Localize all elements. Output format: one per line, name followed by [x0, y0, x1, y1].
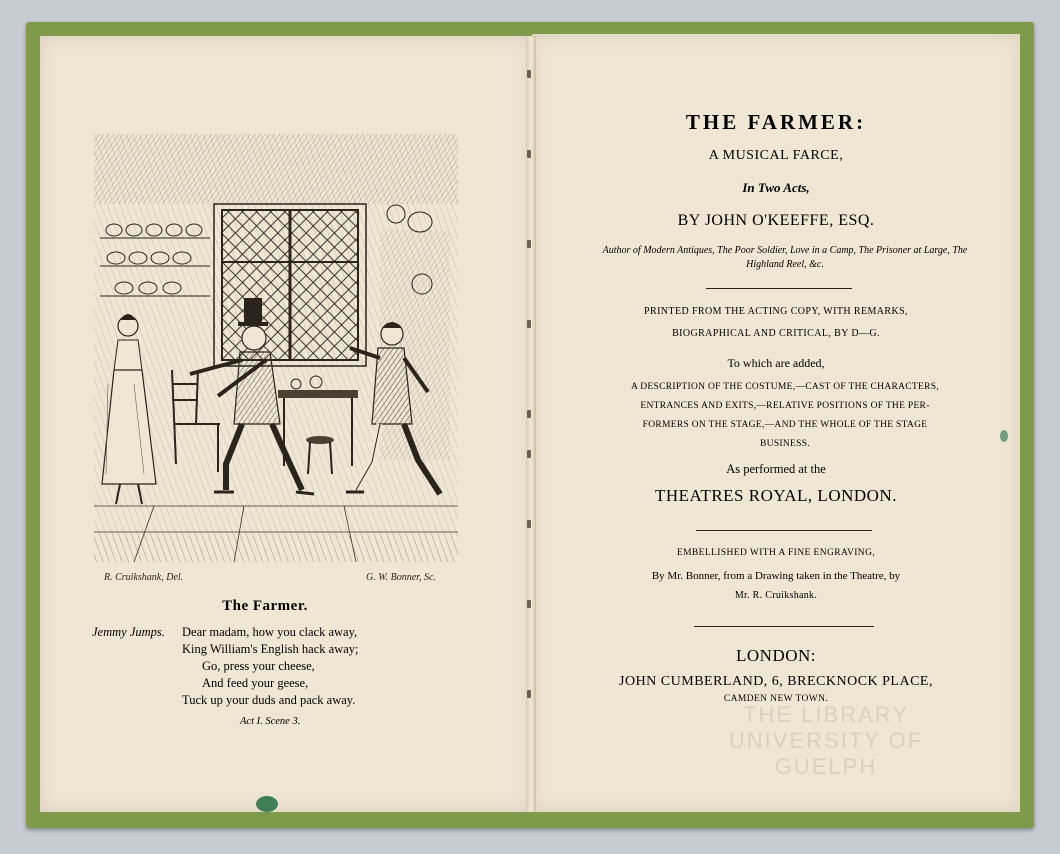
bonner-line-2: Mr. R. Cruikshank. [734, 590, 818, 601]
frontispiece-engraving [94, 134, 458, 562]
printed-line-1: PRINTED FROM THE ACTING COPY, WITH REMARKS, [644, 306, 908, 317]
binding-stitch [527, 690, 531, 698]
description-block [600, 378, 970, 454]
play-title: THE FARMER: [685, 110, 867, 134]
verse-speaker: Jemmy Jumps. [92, 625, 165, 639]
imprint-publisher: JOHN CUMBERLAND, 6, BRECKNOCK PLACE, [619, 674, 933, 689]
binding-stitch [527, 520, 531, 528]
act-scene-reference: Act I. Scene 3. [240, 716, 301, 727]
verse-line: Dear madam, how you clack away, [182, 625, 358, 639]
divider-rule [706, 288, 852, 289]
description-line: A DESCRIPTION OF THE COSTUME,—CAST OF THE CHARACTERS, [630, 382, 940, 392]
ink-stain [256, 796, 278, 812]
verse-line: Tuck up your duds and pack away. [182, 693, 356, 707]
description-line: BUSINESS. [760, 439, 810, 449]
library-stamp-bleedthrough: THE LIBRARY UNIVERSITY OF GUELPH [728, 702, 924, 779]
bonner-line-1: By Mr. Bonner, from a Drawing taken in the Theatre, by [651, 570, 901, 582]
binding-stitch [527, 450, 531, 458]
imprint-area: CAMDEN NEW TOWN. [723, 694, 829, 704]
ink-stain [1000, 430, 1008, 442]
printed-line-2: BIOGRAPHICAL AND CRITICAL, BY D—G. [672, 328, 880, 339]
acts-line: In Two Acts, [742, 180, 810, 195]
engraving-credit-engraver: G. W. Bonner, Sc. [366, 572, 436, 583]
engraving-credit-artist: R. Cruikshank, Del. [104, 572, 184, 583]
binding-stitch [527, 240, 531, 248]
description-line: ENTRANCES AND EXITS,—RELATIVE POSITIONS OF THE PER- [640, 401, 930, 411]
verse-line: Go, press your cheese, [202, 659, 315, 673]
added-line: To which are added, [727, 356, 825, 370]
description-line: FORMERS ON THE STAGE,—AND THE WHOLE OF THE STAGE [642, 420, 928, 430]
author-line: BY JOHN O'KEEFFE, ESQ. [677, 212, 875, 229]
imprint-city: LONDON: [736, 646, 816, 665]
plate-title: The Farmer. [222, 598, 308, 614]
divider-rule [694, 626, 874, 627]
embellished-line: EMBELLISHED WITH A FINE ENGRAVING, [676, 548, 876, 558]
binding-stitch [527, 410, 531, 418]
theatre-line: THEATRES ROYAL, LONDON. [655, 486, 897, 505]
verse-line: And feed your geese, [202, 676, 309, 690]
binding-stitch [527, 150, 531, 158]
play-subtitle: A MUSICAL FARCE, [708, 148, 844, 163]
author-works: Author of Modern Antiques, The Poor Soldier, Love in a Camp, The Prisoner at Large, The Highland Reel, &c. [602, 245, 968, 270]
verse-line: King William's English hack away; [182, 642, 359, 656]
performed-line: As performed at the [726, 462, 826, 476]
binding-stitch [527, 70, 531, 78]
divider-rule [696, 530, 872, 531]
binding-stitch [527, 320, 531, 328]
